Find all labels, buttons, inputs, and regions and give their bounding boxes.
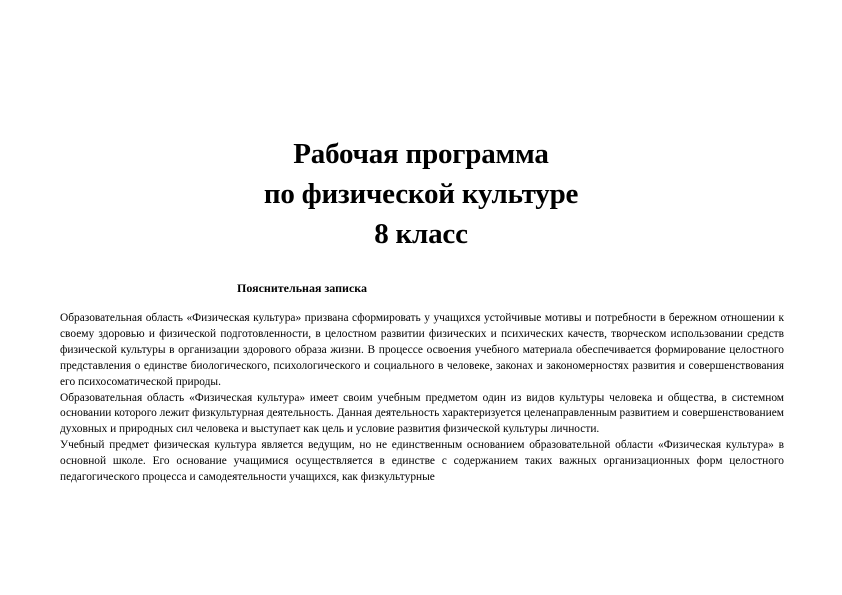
section-heading: Пояснительная записка <box>237 281 368 295</box>
title-line-2: по физической культуре <box>263 178 579 210</box>
document-title <box>0 134 842 254</box>
paragraph-1: Образовательная область «Физическая культура» призвана сформировать у учащихся устойчивые мотивы и потребности в бережном отношении к своему здоровью и физической подготовленности, в целостном развитии физических и психических качеств, творческом использовании средств физической культуры в организации здорового образа жизни. В процессе освоения учебного материала обеспечивается формирование целостного представления о единстве биологического, психологического и социального в человеке, законах и закономерностях развития и совершенствования его психосоматической природы. <box>60 312 784 388</box>
paragraph-2: Образовательная область «Физическая культура» имеет своим учебным предметом один из видов культуры человека и общества, в системном основании которого лежит физкультурная деятельность. Данная деятельность характеризуется целенаправленным развитием и совершенствованием духовных и природных сил человека и выступает как цель и условие развития физической культуры личности. <box>60 391 784 436</box>
body-text <box>60 311 784 486</box>
title-line-3: 8 класс <box>374 218 468 250</box>
paragraph-3: Учебный предмет физическая культура является ведущим, но не единственным основанием образовательной области «Физическая культура» в основной школе. Его основание учащимися осуществляется в единстве с содержанием таких важных организационных форм целостного педагогического процесса и самодеятельности учащихся, как физкультурные <box>60 439 784 484</box>
title-line-1: Рабочая программа <box>293 138 549 170</box>
